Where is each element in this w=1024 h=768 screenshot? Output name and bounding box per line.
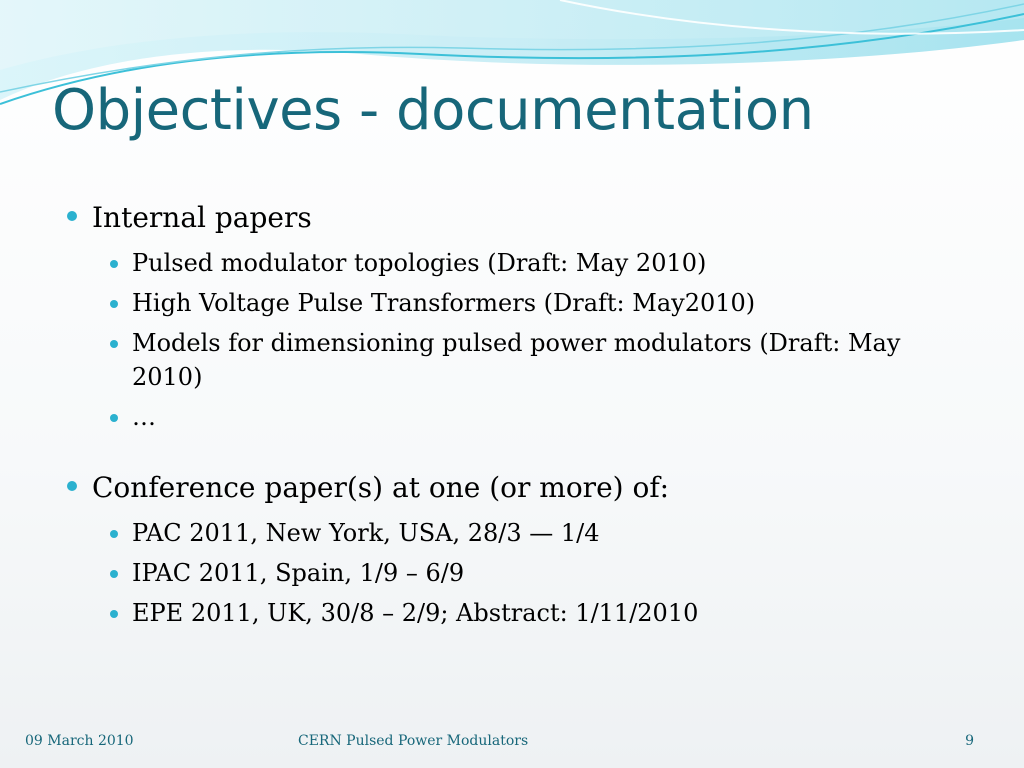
bullet-icon (110, 300, 118, 308)
page-number: 9 (965, 733, 974, 749)
footer-date: 09 March 2010 (25, 733, 134, 749)
list-item (102, 246, 962, 280)
bullet-icon (67, 481, 77, 491)
footer-title: CERN Pulsed Power Modulators (298, 733, 529, 749)
section-heading-text: Internal papers (92, 201, 312, 234)
section-heading-text: Conference paper(s) at one (or more) of: (92, 471, 670, 504)
section-heading-internal-papers (62, 196, 962, 240)
list-item (102, 286, 962, 320)
bullet-icon (110, 610, 118, 618)
bullet-icon (110, 414, 118, 422)
list-item (102, 516, 962, 550)
list-item (102, 596, 962, 630)
list-item-text: EPE 2011, UK, 30/8 – 2/9; Abstract: 1/11/2010 (132, 599, 699, 627)
slide-title: Objectives - documentation (52, 78, 814, 143)
list-item (102, 556, 962, 590)
list-item (102, 326, 962, 394)
bullet-icon (110, 570, 118, 578)
list-item-text: IPAC 2011, Spain, 1/9 – 6/9 (132, 559, 465, 587)
list-item-text: … (132, 403, 156, 431)
list-item-text: PAC 2011, New York, USA, 28/3 — 1/4 (132, 519, 600, 547)
section-heading-conference-papers (62, 466, 962, 510)
slide-content (62, 196, 962, 630)
bullet-icon (67, 211, 77, 221)
bullet-icon (110, 260, 118, 268)
list-item (102, 400, 962, 434)
list-item-text: Models for dimensioning pulsed power modulators (Draft: May 2010) (132, 329, 901, 391)
list-item-text: High Voltage Pulse Transformers (Draft: May2010) (132, 289, 756, 317)
bullet-icon (110, 340, 118, 348)
list-item-text: Pulsed modulator topologies (Draft: May 2010) (132, 249, 707, 277)
bullet-icon (110, 530, 118, 538)
